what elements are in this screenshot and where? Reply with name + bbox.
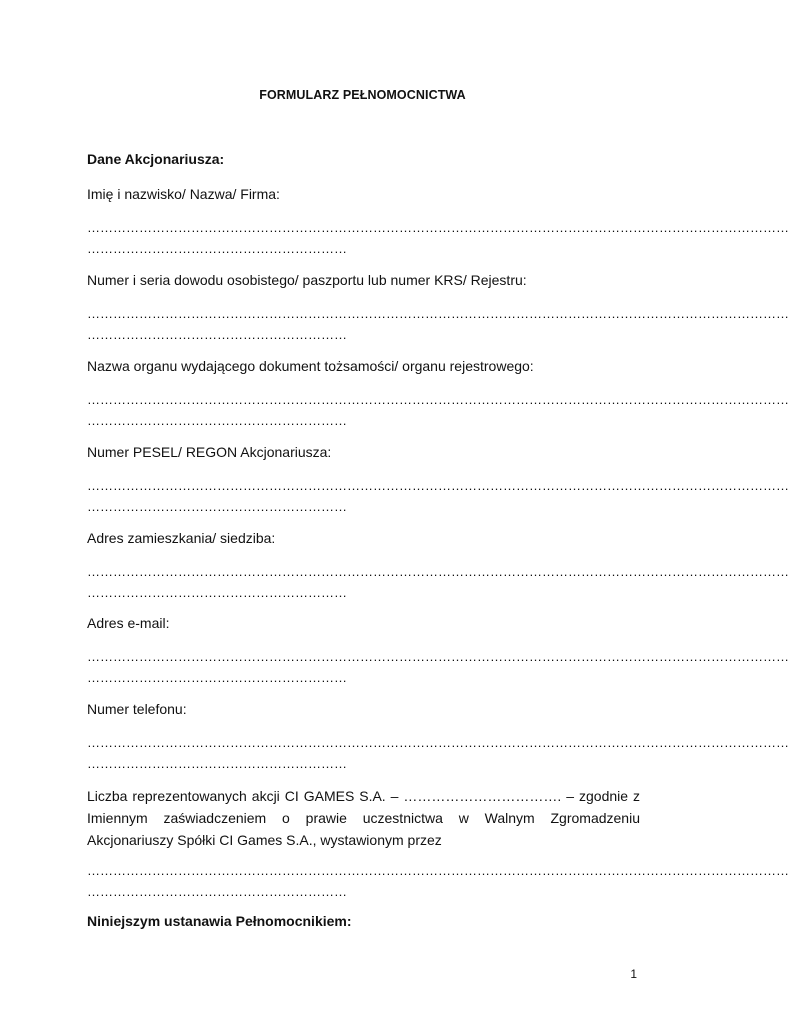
fill-line-issuing-authority-2: ……………………………………………………	[87, 413, 347, 428]
shareholder-data-heading: Dane Akcjonariusza:	[87, 151, 225, 167]
field-label-name: Imię i nazwisko/ Nazwa/ Firma:	[87, 186, 280, 202]
fill-line-pesel-regon-2: ……………………………………………………	[87, 499, 347, 514]
page-number: 1	[630, 967, 637, 981]
fill-line-name-1: ………………………………………………………………………………………………………………………………………………	[87, 220, 789, 235]
fill-line-id-number-2: ……………………………………………………	[87, 327, 347, 342]
field-label-address: Adres zamieszkania/ siedziba:	[87, 530, 276, 546]
fill-line-phone-1: ………………………………………………………………………………………………………………………………………………	[87, 735, 789, 750]
fill-line-issuer-2: ……………………………………………………	[87, 884, 347, 899]
form-title: FORMULARZ PEŁNOMOCNICTWA	[259, 88, 466, 102]
fill-line-address-1: ………………………………………………………………………………………………………………………………………………	[87, 564, 789, 579]
field-label-phone: Numer telefonu:	[87, 701, 187, 717]
field-label-email: Adres e-mail:	[87, 615, 170, 631]
field-label-pesel-regon: Numer PESEL/ REGON Akcjonariusza:	[87, 444, 332, 460]
field-label-issuing-authority: Nazwa organu wydającego dokument tożsamości/ organu rejestrowego:	[87, 358, 534, 374]
fill-line-address-2: ……………………………………………………	[87, 585, 347, 600]
fill-line-phone-2: ……………………………………………………	[87, 756, 347, 771]
fill-line-name-2: ……………………………………………………	[87, 241, 347, 256]
fill-line-pesel-regon-1: ………………………………………………………………………………………………………………………………………………	[87, 478, 789, 493]
fill-line-issuer-1: ………………………………………………………………………………………………………………………………………………	[87, 863, 789, 878]
field-label-id-number: Numer i seria dowodu osobistego/ paszportu lub numer KRS/ Rejestru:	[87, 272, 527, 288]
fill-line-email-1: ………………………………………………………………………………………………………………………………………………	[87, 649, 789, 664]
fill-line-email-2: ……………………………………………………	[87, 670, 347, 685]
fill-line-id-number-1: ………………………………………………………………………………………………………………………………………………	[87, 306, 789, 321]
shares-paragraph: Liczba reprezentowanych akcji CI GAMES S.A. – ……………………………. – zgodnie z Imiennym zaświadczeniem o prawie uczestnictwa w Walnym Zgromadzeniu Akcjonariuszy Spółki CI Games S.A., wystawionym przez	[87, 788, 640, 848]
fill-line-issuing-authority-1: ………………………………………………………………………………………………………………………………………………	[87, 392, 789, 407]
proxy-appointment-heading: Niniejszym ustanawia Pełnomocnikiem:	[87, 913, 352, 929]
